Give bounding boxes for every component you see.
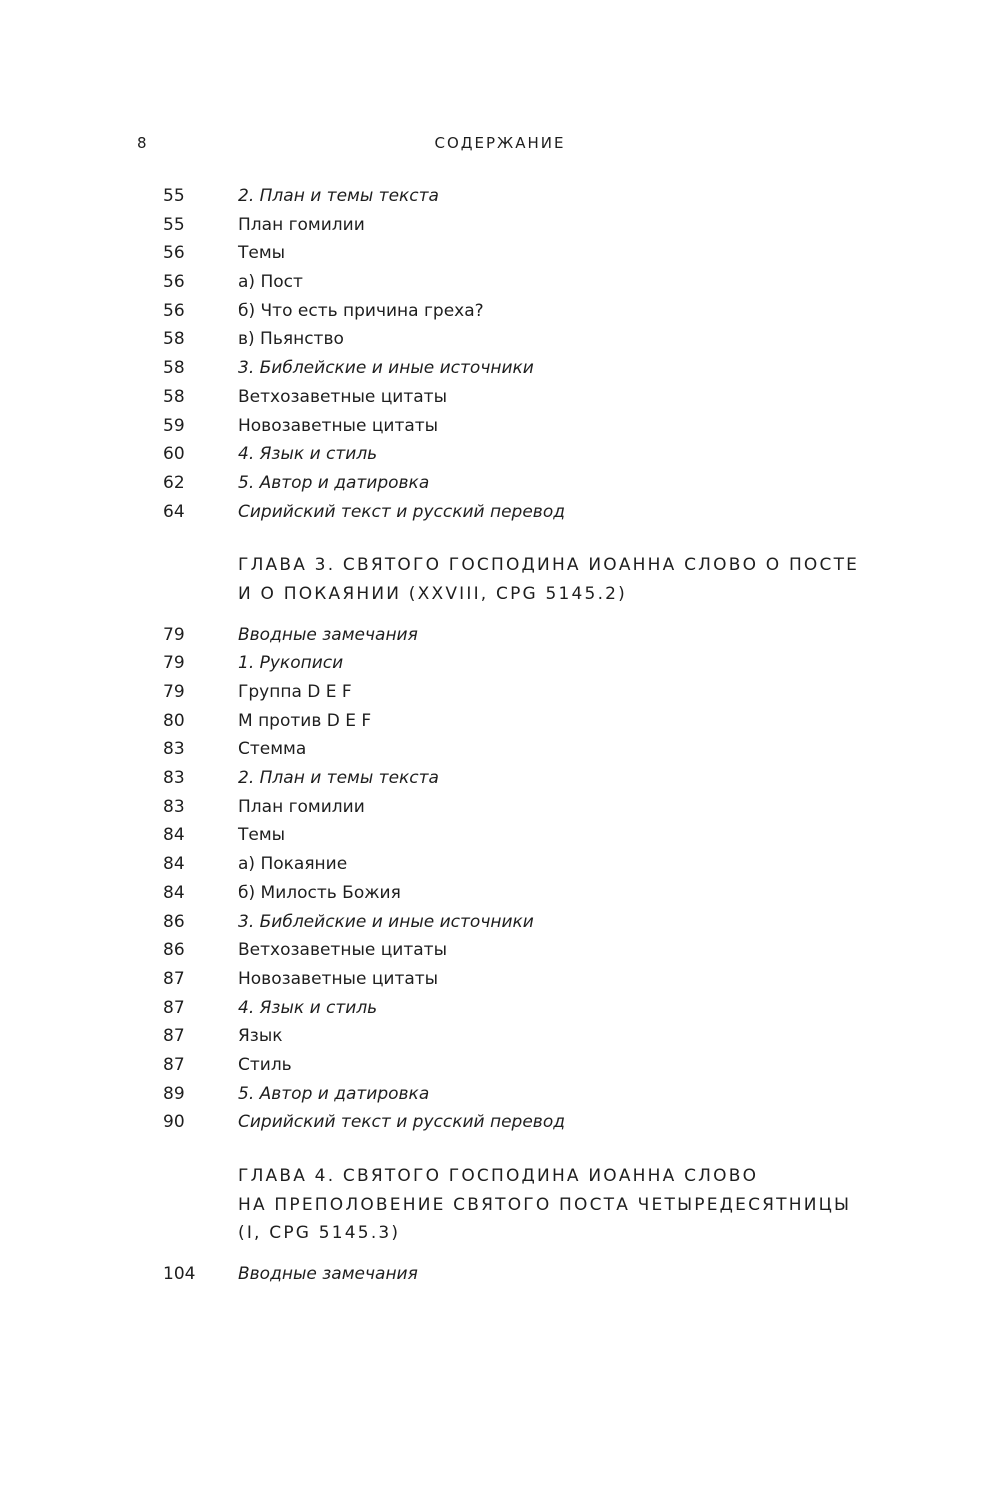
toc-entry-title: а) Пост: [238, 272, 303, 293]
toc-entry-page-number: 60: [163, 444, 185, 465]
toc-entry-title: Язык: [238, 1026, 283, 1047]
toc-entry[interactable]: [0, 211, 1000, 240]
toc-entry-page-number: 64: [163, 501, 185, 522]
toc-entry-page-number: 58: [163, 329, 185, 350]
toc-entry[interactable]: [0, 325, 1000, 354]
page-number: 8: [137, 134, 148, 152]
toc-entry-title: 5. Автор и датировка: [238, 1083, 430, 1104]
toc-entry-page-number: 55: [163, 186, 185, 206]
toc-entry[interactable]: [0, 383, 1000, 412]
toc-entry[interactable]: [0, 850, 1000, 879]
toc-entry-title: 4. Язык и стиль: [238, 997, 378, 1018]
toc-entry[interactable]: [0, 678, 1000, 707]
toc-entry-title: Вводные замечания: [238, 1264, 418, 1285]
toc-entry-title: б) Милость Божия: [238, 882, 401, 903]
toc-entry[interactable]: [0, 469, 1000, 498]
toc-entry-title: План гомилии: [238, 214, 365, 235]
toc-entry-page-number: 58: [163, 386, 185, 407]
toc-entry[interactable]: [0, 936, 1000, 965]
toc-entry-title: 2. План и темы текста: [238, 186, 439, 206]
toc-entry-title: Ветхозаветные цитаты: [238, 940, 447, 961]
toc-entry[interactable]: [0, 412, 1000, 441]
toc-entry-title: Стиль: [238, 1054, 292, 1075]
toc-entry-page-number: 87: [163, 968, 185, 989]
toc-entry[interactable]: [0, 793, 1000, 822]
toc-entry[interactable]: [0, 1022, 1000, 1051]
toc-entry[interactable]: [0, 1108, 1000, 1137]
toc-entry-page-number: 80: [163, 710, 185, 731]
toc-entry[interactable]: [0, 354, 1000, 383]
toc-entry-title: Темы: [238, 825, 286, 846]
toc-entry[interactable]: [0, 707, 1000, 736]
toc-entry-title: M против D E F: [238, 710, 372, 731]
toc-entry-title: Темы: [238, 243, 286, 264]
toc-entry-page-number: 87: [163, 1026, 185, 1047]
chapter-3-heading: [238, 551, 1000, 608]
toc-section-chapter3: [0, 621, 1000, 1137]
toc-section-chapter2: [0, 182, 1000, 526]
toc-entry[interactable]: [0, 297, 1000, 326]
toc-entry-title: Сирийский текст и русский перевод: [238, 1112, 565, 1133]
toc-entry[interactable]: [0, 735, 1000, 764]
toc-entry-page-number: 84: [163, 854, 185, 875]
toc-entry[interactable]: [0, 268, 1000, 297]
toc-entry-title: Сирийский текст и русский перевод: [238, 501, 565, 522]
chapter-4-heading: [238, 1162, 1000, 1248]
toc-entry[interactable]: [0, 879, 1000, 908]
running-title: СОДЕРЖАНИЕ: [434, 134, 566, 152]
toc-entry-title: План гомилии: [238, 796, 365, 817]
toc-entry-page-number: 86: [163, 911, 185, 932]
toc-entry-page-number: 79: [163, 624, 185, 645]
toc-entry-page-number: 56: [163, 272, 185, 293]
chapter-4-heading-line: ГЛАВА 4. СВЯТОГО ГОСПОДИНА ИОАННА СЛОВО: [238, 1166, 759, 1186]
table-of-contents: [0, 182, 1000, 1289]
chapter-4-heading-line: НА ПРЕПОЛОВЕНИЕ СВЯТОГО ПОСТА ЧЕТЫРЕДЕСЯТНИЦЫ: [238, 1194, 852, 1215]
chapter-3-heading-line: И О ПОКАЯНИИ (XXVIII, CPG 5145.2): [238, 583, 628, 604]
toc-entry[interactable]: [0, 965, 1000, 994]
toc-entry[interactable]: [0, 649, 1000, 678]
toc-entry-page-number: 59: [163, 415, 185, 436]
toc-entry-title: 4. Язык и стиль: [238, 444, 378, 465]
toc-entry-page-number: 83: [163, 739, 185, 760]
toc-entry-page-number: 55: [163, 214, 185, 235]
toc-entry-page-number: 84: [163, 882, 185, 903]
toc-entry-page-number: 79: [163, 682, 185, 702]
toc-entry-title: Стемма: [238, 739, 307, 760]
toc-entry-title: Новозаветные цитаты: [238, 968, 439, 989]
chapter-3-heading-line: ГЛАВА 3. СВЯТОГО ГОСПОДИНА ИОАННА СЛОВО О ПОСТЕ: [238, 555, 860, 576]
toc-entry-page-number: 86: [163, 940, 185, 961]
toc-entry-page-number: 79: [163, 653, 185, 674]
toc-entry-title: а) Покаяние: [238, 854, 348, 875]
toc-entry-title: Ветхозаветные цитаты: [238, 386, 447, 407]
toc-entry-page-number: 87: [163, 997, 185, 1018]
toc-entry-page-number: 83: [163, 796, 185, 817]
toc-entry[interactable]: [0, 994, 1000, 1023]
toc-entry-page-number: 104: [163, 1264, 196, 1285]
toc-entry[interactable]: [0, 821, 1000, 850]
toc-entry-page-number: 84: [163, 825, 185, 846]
toc-entry[interactable]: [0, 621, 1000, 650]
toc-entry-title: Вводные замечания: [238, 624, 418, 645]
toc-entry[interactable]: [0, 908, 1000, 937]
toc-entry-title: 3. Библейские и иные источники: [238, 911, 534, 932]
toc-entry-title: Группа D E F: [238, 682, 352, 702]
toc-entry-title: 1. Рукописи: [238, 653, 344, 674]
toc-entry[interactable]: [0, 440, 1000, 469]
toc-entry[interactable]: [0, 1051, 1000, 1080]
toc-entry-title: 2. План и темы текста: [238, 768, 439, 789]
chapter-4-heading-line: (I, CPG 5145.3): [238, 1223, 401, 1244]
toc-entry-page-number: 89: [163, 1083, 185, 1104]
toc-entry[interactable]: [0, 182, 1000, 211]
toc-entry-page-number: 56: [163, 243, 185, 264]
toc-entry[interactable]: [0, 1080, 1000, 1109]
toc-entry-title: в) Пьянство: [238, 329, 344, 350]
toc-entry-page-number: 83: [163, 768, 185, 789]
toc-entry[interactable]: [0, 239, 1000, 268]
toc-entry-title: 3. Библейские и иные источники: [238, 358, 534, 379]
toc-entry-page-number: 90: [163, 1112, 185, 1133]
toc-entry[interactable]: [0, 764, 1000, 793]
toc-entry-page-number: 62: [163, 472, 185, 493]
toc-section-chapter4: [0, 1260, 1000, 1289]
toc-entry-title: 5. Автор и датировка: [238, 472, 430, 493]
toc-entry[interactable]: [0, 498, 1000, 527]
toc-entry-page-number: 56: [163, 300, 185, 321]
toc-entry-page-number: 87: [163, 1054, 185, 1075]
toc-entry-title: Новозаветные цитаты: [238, 415, 439, 436]
toc-entry-title: б) Что есть причина греха?: [238, 300, 484, 321]
toc-entry[interactable]: [0, 1260, 1000, 1289]
toc-entry-page-number: 58: [163, 358, 185, 379]
